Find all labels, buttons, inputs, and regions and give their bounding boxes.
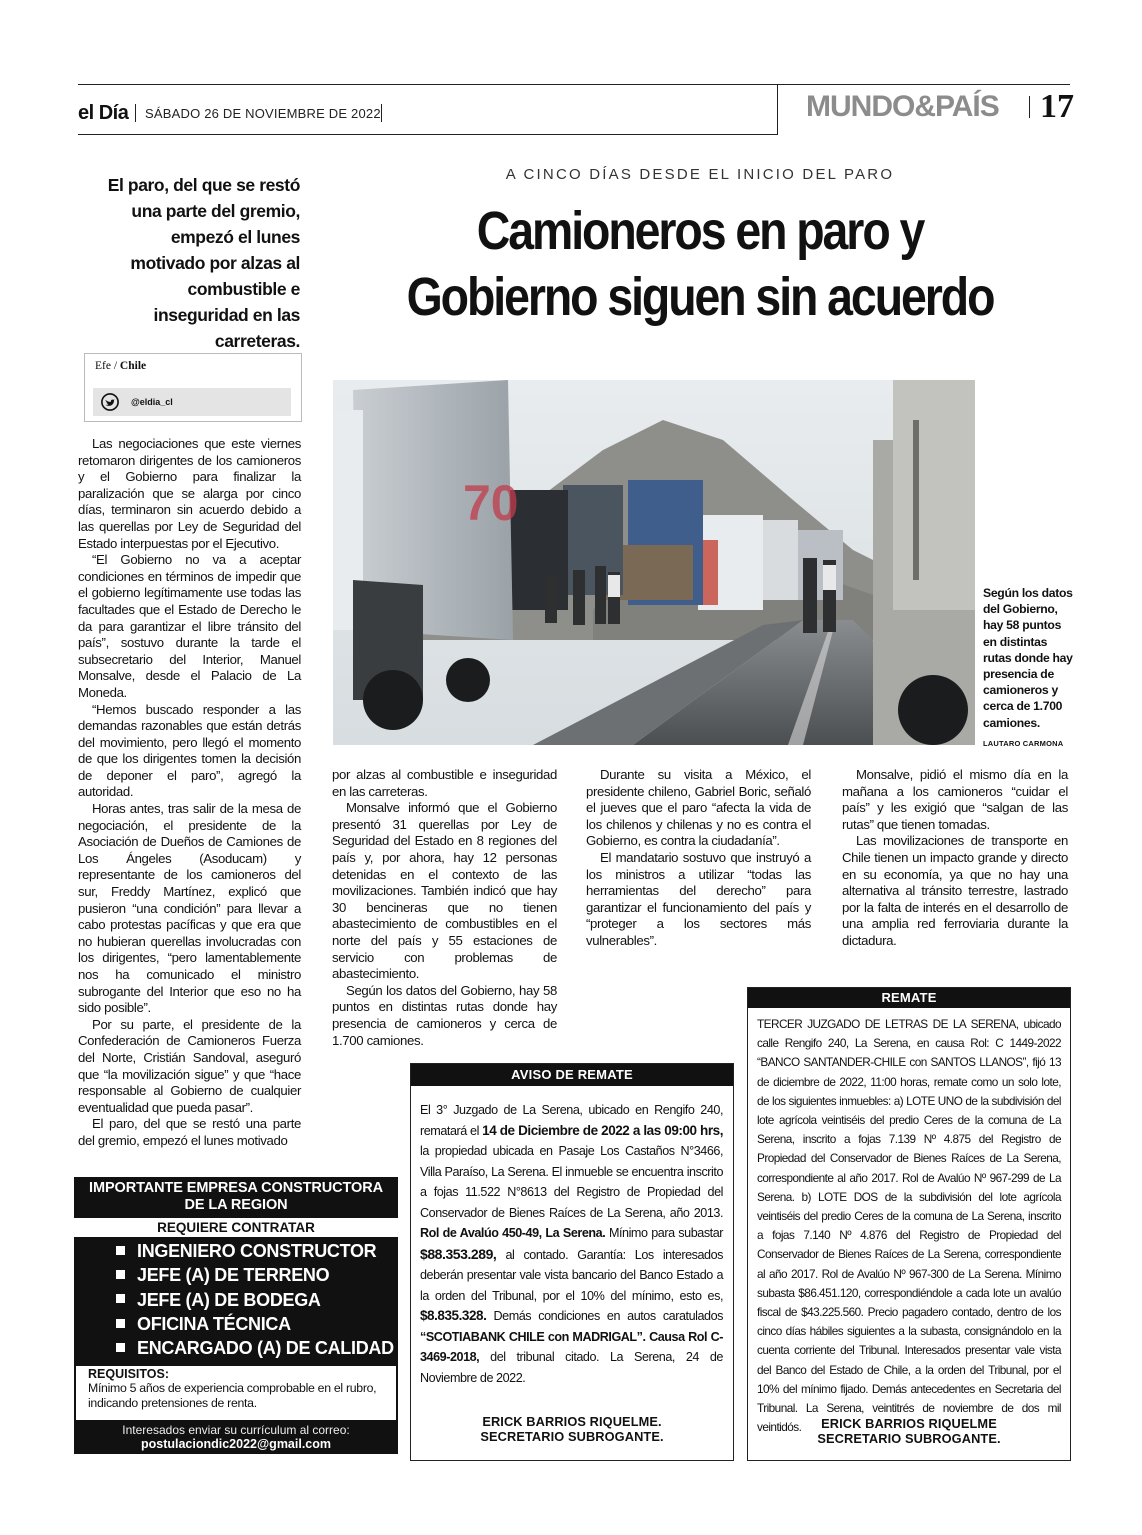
header-separator-2: [381, 104, 382, 122]
header-section-divider: [777, 84, 778, 135]
job-position-label: JEFE (A) DE BODEGA: [137, 1289, 321, 1310]
paragraph: Horas antes, tras salir de la mesa de negociación, el presidente de la Asociación de Dueños de Camiones de Los Ángeles (Asoducam) y representante de los camioneros del sur, Freddy Martínez, explicó que pusieron “una condición” para llevar a cabo protestas pacíficas y que era que no hubieran querellas involucradas con los dirigentes, “pero lamentablemente nos ha comunicado el ministro subrogante del Interior que eso no ha sido posible”.: [78, 801, 301, 1016]
job-position-item: [116, 1263, 394, 1287]
aviso-bold: $8.835.328.: [420, 1308, 487, 1323]
job-position-item: [116, 1239, 394, 1263]
square-bullet-icon: [116, 1294, 125, 1303]
twitter-icon: [101, 393, 119, 411]
aviso-remate-ad: [410, 1063, 734, 1461]
remate-body: TERCER JUZGADO DE LETRAS DE LA SERENA, ubicado calle Rengifo 240, La Serena, en causa Rol: C 1449-2022 “BANCO SANTANDER-CHILE con SANTOS LLANOS”, fijó 13 de diciembre de 2022, 11:00 horas, remate como un solo lote, de los siguientes inmuebles: a) LOTE UNO de la subdivisión del lote agrícola veintiséis del predio Ceres de la comuna de La Serena, inscrito a fojas 7.139 Nº 4.875 del Registro de Propiedad del Conservador de Bienes Raíces de La Serena, correspondiente al año 2017. Rol de Avalúo Nº 967-299 de La Serena. b) LOTE DOS de la subdivisión del lote agrícola veintiséis del predio Ceres de la comuna de La Serena, inscrito a fojas 7.140 Nº 4.876 del Registro de Propiedad del Conservador de Bienes Raíces de La Serena, correspondiente al año 2017. Rol de Avalúo Nº 967-300 de La Serena. Mínimo subasta $86.451.120, correspondiéndole a cada lote un avalúo fiscal de $43.225.560. Precio pagadero contado, dentro de los cinco días hábiles siguientes a la subasta, consignándolo en la cuenta corriente del Tribunal. Interesados presentar vale vista del Banco del Estado de Chile, a la orden del Tribunal, por el 10% del mínimo fijado. Demás antecedentes en Secretaria del Tribunal. La Serena, veintitrés de noviembre de dos mil veintidós.: [757, 1017, 1061, 1435]
job-ad-title-line-1: IMPORTANTE EMPRESA CONSTRUCTORA: [89, 1180, 383, 1196]
aviso-remate-title: AVISO DE REMATE: [411, 1064, 733, 1086]
article-column-1: [78, 436, 301, 1150]
paragraph: El paro, del que se restó una parte del gremio, empezó el lunes motivado: [78, 1116, 301, 1148]
aviso-text: Demás condiciones en autos caratulados: [486, 1309, 723, 1323]
aviso-signer-title: SECRETARIO SUBROGANTE.: [480, 1429, 664, 1444]
paragraph: “Hemos buscado responder a las demandas razonables que están detrás del movimiento, pero llegó el momento de que los dirigentes tomen la decisión de deponer el paro”, agregó la autoridad.: [78, 701, 301, 800]
pull-quote: El paro, del que se restó una parte del gremio, empezó el lunes motivado por alzas al combustible e inseguridad en las carreteras.: [107, 175, 300, 351]
paragraph: El mandatario sostuvo que instruyó a los ministros a utilizar “todas las herramientas del derecho” para garantizar el funcionamiento del país y “proteger a los sectores más vulnerables”.: [586, 849, 811, 948]
aviso-bold: $88.353.289,: [420, 1245, 497, 1262]
job-ad-title-line-2: DE LA REGION: [184, 1197, 288, 1213]
twitter-row[interactable]: [93, 388, 291, 416]
job-position-item: [116, 1336, 394, 1360]
article-column-2: [332, 767, 557, 1049]
paragraph: por alzas al combustible e inseguridad en las carreteras.: [332, 767, 557, 799]
job-advertisement: [74, 1177, 398, 1454]
job-position-label: ENCARGADO (A) DE CALIDAD: [137, 1338, 394, 1359]
photo-caption: Según los datos del Gobierno, hay 58 puntos en distintas rutas donde hay presencia de camioneros y cerca de 1.700 camiones.: [983, 586, 1073, 730]
page-number: 17: [1040, 88, 1074, 125]
job-ad-subtitle: REQUIERE CONTRATAR: [74, 1217, 398, 1238]
square-bullet-icon: [116, 1319, 125, 1328]
paragraph: Las negociaciones que este viernes retomaron dirigentes de los camioneros y el Gobierno para finalizar la paralización que se alarga por cinco días, terminaron sin acuerdo debido a las querellas por Ley de Seguridad del Estado interpuestas por el Ejecutivo.: [78, 436, 301, 551]
paragraph: Monsalve, pidió el mismo día en la mañana a los camioneros “cuidar el país” y les exigió que “salgan de las rutas” que tienen tomadas.: [842, 767, 1068, 832]
job-position-item: [116, 1312, 394, 1336]
job-contact-line: Interesados enviar su currículum al correo:: [122, 1423, 350, 1437]
job-position-label: INGENIERO CONSTRUCTOR: [137, 1241, 377, 1261]
article-kicker: A CINCO DÍAS DESDE EL INICIO DEL PARO: [505, 166, 895, 183]
headline-line-1: Camioneros en paro y: [476, 201, 924, 261]
header-top-rule: [78, 84, 1070, 85]
svg-text:70: 70: [463, 475, 519, 531]
square-bullet-icon: [116, 1270, 125, 1279]
byline: Efe / Chile: [95, 360, 147, 372]
remate-title: REMATE: [748, 988, 1070, 1008]
aviso-bold: 14 de Diciembre de 2022 a las 09:00 hrs,: [482, 1122, 723, 1138]
aviso-text: al contado. Garantía: Los interesados deberán presentar vale vista bancario del Banco Estado a la orden del Tribunal, por el 10% del mínimo, esto es,: [420, 1247, 723, 1303]
photo-credit: LAUTARO CARMONA: [983, 739, 1064, 748]
requirements-text: Mínimo 5 años de experiencia comprobable en el rubro, indicando pretensiones de renta.: [88, 1381, 377, 1410]
article-column-3: [586, 767, 811, 950]
aviso-text: Mínimo para subastar: [605, 1226, 724, 1240]
paragraph: Según los datos del Gobierno, hay 58 puntos en distintas rutas donde hay presencia de camioneros y cerca de 1.700 camiones.: [332, 982, 557, 1048]
headline: [300, 198, 1100, 330]
square-bullet-icon: [116, 1343, 125, 1352]
byline-place: Chile: [119, 360, 147, 372]
job-position-label: JEFE (A) DE TERRENO: [137, 1265, 330, 1286]
brand-logo: el Día: [78, 102, 129, 124]
section-title: MUNDO&PAÍS: [806, 90, 999, 123]
headline-line-2: Gobierno siguen sin acuerdo: [406, 267, 994, 327]
remate-signer-title: SECRETARIO SUBROGANTE.: [817, 1431, 1001, 1446]
byline-box: [84, 353, 302, 422]
aviso-signer-name: ERICK BARRIOS RIQUELME.: [482, 1414, 662, 1429]
requirements-box: [76, 1366, 396, 1420]
aviso-text: la propiedad ubicada en Pasaje Los Castaños N°3466, Villa Paraíso, La Serena. El inmueble se encuentra inscrito a fojas 11.522 N°8613 del Registro de Propiedad del Conservador de Bienes Raíces de La Serena, año 2013.: [420, 1144, 723, 1220]
job-position-label: OFICINA TÉCNICA: [137, 1313, 291, 1334]
square-bullet-icon: [116, 1246, 125, 1255]
article-photo: [333, 380, 975, 745]
paragraph: Monsalve informó que el Gobierno presentó 31 querellas por Ley de Seguridad del Estado en 8 regiones del país y, por ahora, hay 12 personas detenidas en el contexto de las movilizaciones. También indicó que hay 30 bencineras que no tienen abastecimiento de combustibles en el norte del país y 55 estaciones de servicio con problemas de abastecimiento.: [332, 800, 557, 982]
job-ad-title: [74, 1177, 398, 1214]
header-separator-1: [135, 104, 136, 122]
remate-signature: [748, 1416, 1070, 1446]
job-position-item: [116, 1288, 394, 1312]
paragraph: Las movilizaciones de transporte en Chile tienen un impacto grande y directo en su economía, ya que no hay una alternativa al tránsito terrestre, lastrado por la falta de interés en el desarrollo de una amplia red ferroviaria durante la dictadura.: [842, 833, 1068, 948]
paragraph: “El Gobierno no va a aceptar condiciones en términos de impedir que el gobierno legítimamente use todas las facultades que el Estado de Derecho le da para garantizar el libre tránsito del país”, sostuvo durante la tarde el subsecretario del Interior, Manuel Monsalve, desde el Palacio de La Moneda.: [78, 552, 301, 700]
job-contact-email[interactable]: postulaciondic2022@gmail.com: [140, 1437, 332, 1451]
header-bottom-rule: [78, 134, 778, 135]
header-date: SÁBADO 26 DE NOVIEMBRE DE 2022: [145, 106, 381, 121]
aviso-bold: Rol de Avalúo 450-49, La Serena.: [420, 1226, 606, 1240]
paragraph: Por su parte, el presidente de la Confederación de Camioneros Fuerza del Norte, Cristián Sandoval, aseguró que “la movilización sigue” y que “hace responsable al Gobierno de cualquier eventualidad que pueda pasar”.: [78, 1016, 301, 1115]
trucks-on-road-photo: [333, 380, 975, 745]
article-column-4: [842, 767, 1068, 950]
aviso-remate-body: [420, 1100, 723, 1388]
paragraph: Durante su visita a México, el presidente chileno, Gabriel Boric, señaló el jueves que el paro “afecta la vida de los chilenos y chilenas y no es contra el Gobierno, es contra la ciudadanía”.: [586, 767, 811, 849]
page-number-separator: [1029, 96, 1030, 118]
aviso-text: del tribunal citado. La Serena, 24 de Noviembre de 2022.: [420, 1350, 723, 1385]
byline-agency: Efe: [95, 360, 111, 372]
aviso-text: El 3° Juzgado de La Serena, ubicado en Rengifo 240, rematará el: [420, 1103, 723, 1138]
remate-ad: [747, 987, 1071, 1461]
job-positions-list: [116, 1239, 394, 1360]
requirements-title: REQUISITOS:: [88, 1367, 170, 1381]
remate-signer-name: ERICK BARRIOS RIQUELME: [821, 1416, 997, 1431]
twitter-handle: @eldia_cl: [131, 397, 173, 407]
aviso-bold: “SCOTIABANK CHILE con MADRIGAL”. Causa Rol C-3469-2018,: [420, 1329, 723, 1364]
aviso-signature: [411, 1414, 733, 1444]
